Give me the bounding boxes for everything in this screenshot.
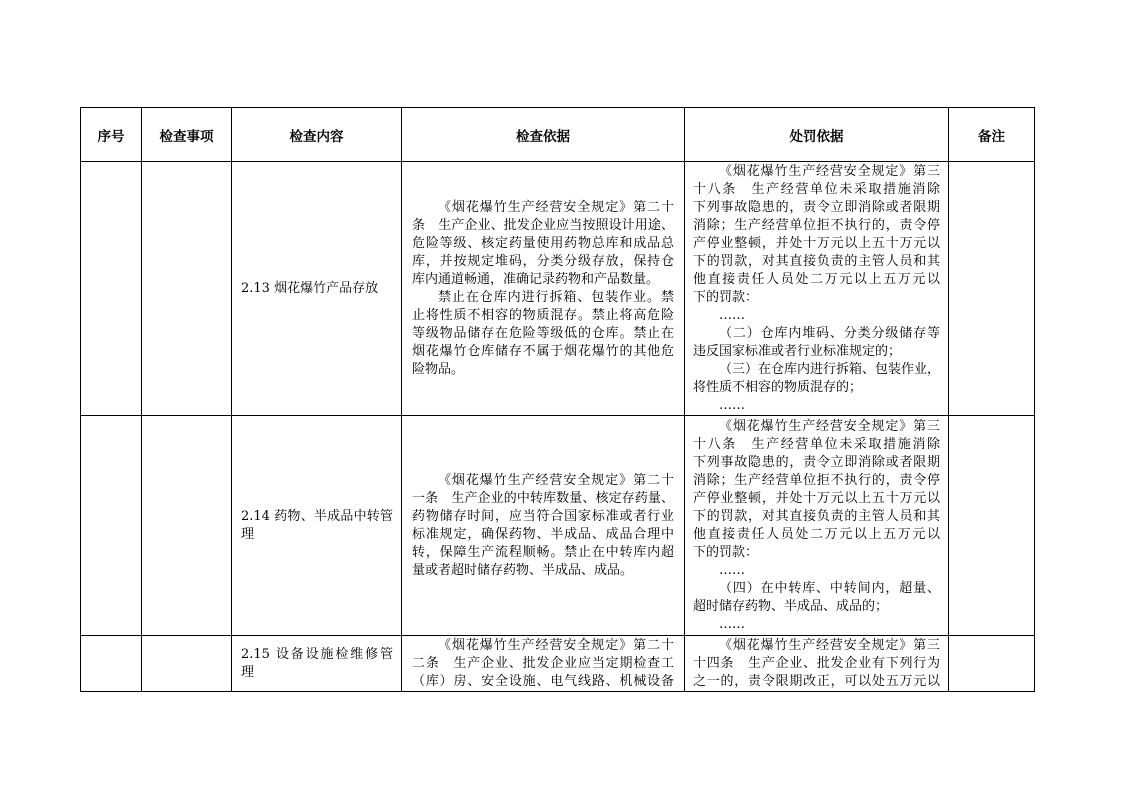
text-line: 下列事故隐患的，责令立即消除或者限期 xyxy=(693,199,940,215)
paragraph xyxy=(693,397,940,415)
paragraph xyxy=(693,361,940,397)
penalty-text xyxy=(685,418,948,634)
text-line: 产停业整顿，并处十万元以上五十万元以 xyxy=(693,235,940,251)
header-seq: 序号 xyxy=(81,108,142,162)
text-line: 2.15 设备设施检维修管 xyxy=(241,646,393,662)
text-line: …… xyxy=(719,616,745,632)
content-cell xyxy=(232,636,402,692)
text-line: （库）房、安全设施、电气线路、机械设备 xyxy=(412,673,674,689)
text-line: 药物储存时间，应当符合国家标准或者行业 xyxy=(412,508,674,524)
header-content: 检查内容 xyxy=(232,108,402,162)
remark-cell xyxy=(949,162,1035,416)
text-line: 《烟花爆竹生产经营安全规定》第三 xyxy=(719,163,940,179)
penalty-cell xyxy=(685,162,949,416)
content-cell xyxy=(232,416,402,636)
remark-cell xyxy=(949,636,1035,692)
basis-text xyxy=(402,637,684,691)
text-line: 危险等级、核定药量使用药物总库和成品总 xyxy=(412,235,674,251)
item-cell xyxy=(142,636,232,692)
header-remark: 备注 xyxy=(949,108,1035,162)
remark-cell xyxy=(949,416,1035,636)
text-line: 转，保障生产流程顺畅。禁止在中转库内超 xyxy=(412,544,674,560)
text-line: 下的罚款，对其直接负责的主管人员和其 xyxy=(693,253,940,269)
text-line: 超时储存药物、半成品、成品的； xyxy=(693,598,889,614)
text-line: （四）在中转库、中转间内，超量、 xyxy=(719,580,940,596)
text-line: 《烟花爆竹生产经营安全规定》第三 xyxy=(719,637,940,653)
text-line: （三）在仓库内进行拆箱、包装作业， xyxy=(719,361,940,377)
text-line: 止将性质不相容的物质混存。禁止将高危险 xyxy=(412,307,674,323)
penalty-text xyxy=(685,637,948,691)
text-line: 下的罚款，对其直接负责的主管人员和其 xyxy=(693,508,940,524)
text-line: 十八条 生产经营单位未采取措施消除 xyxy=(693,181,940,197)
text-line: 消除；生产经营单位拒不执行的，责令停 xyxy=(693,217,940,233)
paragraph xyxy=(693,616,940,634)
seq-cell xyxy=(81,636,142,692)
text-line: 将性质不相容的物质混存的； xyxy=(693,379,863,395)
table-row xyxy=(81,162,1035,416)
basis-cell xyxy=(402,636,685,692)
content-cell xyxy=(232,162,402,416)
text-line: 量或者超时储存药物、半成品、成品。 xyxy=(412,562,634,578)
paragraph xyxy=(693,562,940,580)
text-line: 烟花爆竹仓库储存不属于烟花爆竹的其他危 xyxy=(412,343,674,359)
text-line: 禁止在仓库内进行拆箱、包装作业。禁 xyxy=(438,289,674,305)
text-line: …… xyxy=(719,307,745,323)
item-cell xyxy=(142,162,232,416)
text-line: 2.13 烟花爆竹产品存放 xyxy=(241,280,379,296)
seq-cell xyxy=(81,162,142,416)
inspection-table xyxy=(80,107,1035,692)
text-line: 产停业整顿，并处十万元以上五十万元以 xyxy=(693,490,940,506)
paragraph xyxy=(412,637,674,691)
text-line: 库，并按规定堆码，分类分级存放，保持仓 xyxy=(412,253,674,269)
penalty-cell xyxy=(685,416,949,636)
text-line: 十四条 生产企业、批发企业有下列行为 xyxy=(693,655,940,671)
text-line: 理 xyxy=(241,526,255,542)
text-line: …… xyxy=(719,397,745,413)
text-line: 下列事故隐患的，责令立即消除或者限期 xyxy=(693,454,940,470)
paragraph xyxy=(693,325,940,361)
item-cell xyxy=(142,416,232,636)
paragraph xyxy=(412,472,674,580)
header-penalty: 处罚依据 xyxy=(685,108,949,162)
seq-cell xyxy=(81,416,142,636)
text-line: 《烟花爆竹生产经营安全规定》第二十 xyxy=(438,199,674,215)
paragraph xyxy=(693,163,940,307)
basis-cell xyxy=(402,162,685,416)
content-text xyxy=(232,508,401,544)
paragraph xyxy=(693,418,940,562)
text-line: 《烟花爆竹生产经营安全规定》第二十 xyxy=(438,637,674,653)
table-row xyxy=(81,636,1035,692)
basis-text xyxy=(402,472,684,580)
text-line: （二）仓库内堆码、分类分级储存等 xyxy=(719,325,940,341)
text-line: 消除；生产经营单位拒不执行的，责令停 xyxy=(693,472,940,488)
header-item: 检查事项 xyxy=(142,108,232,162)
table-row xyxy=(81,416,1035,636)
paragraph xyxy=(241,280,393,298)
text-line: 等级物品储存在危险等级低的仓库。禁止在 xyxy=(412,325,674,341)
text-line: 下的罚款： xyxy=(693,544,759,560)
text-line: …… xyxy=(719,562,745,578)
text-line: 《烟花爆竹生产经营安全规定》第二十 xyxy=(438,472,674,488)
text-line: 理 xyxy=(241,664,255,680)
text-line: 险物品。 xyxy=(412,361,465,377)
penalty-cell xyxy=(685,636,949,692)
basis-cell xyxy=(402,416,685,636)
table-header-row xyxy=(81,108,1035,162)
paragraph xyxy=(412,199,674,289)
text-line: 二条 生产企业、批发企业应当定期检查工 xyxy=(412,655,674,671)
content-text xyxy=(232,280,401,298)
text-line: 条 生产企业、批发企业应当按照设计用途、 xyxy=(412,217,674,233)
text-line: 一条 生产企业的中转库数量、核定存药量、 xyxy=(412,490,674,506)
text-line: 十八条 生产经营单位未采取措施消除 xyxy=(693,436,940,452)
header-basis: 检查依据 xyxy=(402,108,685,162)
text-line: 《烟花爆竹生产经营安全规定》第三 xyxy=(719,418,940,434)
text-line: 之一的，责令限期改正，可以处五万元以 xyxy=(693,673,940,689)
text-line: 违反国家标准或者行业标准规定的； xyxy=(693,343,902,359)
text-line: 标准规定，确保药物、半成品、成品合理中 xyxy=(412,526,674,542)
text-line: 他直接责任人员处二万元以上五万元以 xyxy=(693,271,940,287)
paragraph xyxy=(241,508,393,544)
paragraph xyxy=(412,289,674,379)
text-line: 下的罚款： xyxy=(693,289,759,305)
text-line: 库内通道畅通，准确记录药物和产品数量。 xyxy=(412,271,660,287)
content-text xyxy=(232,646,401,682)
paragraph xyxy=(693,637,940,691)
basis-text xyxy=(402,199,684,379)
paragraph xyxy=(693,307,940,325)
text-line: 2.14 药物、半成品中转管 xyxy=(241,508,393,524)
paragraph xyxy=(693,580,940,616)
penalty-text xyxy=(685,163,948,415)
text-line: 他直接责任人员处二万元以上五万元以 xyxy=(693,526,940,542)
paragraph xyxy=(241,646,393,682)
